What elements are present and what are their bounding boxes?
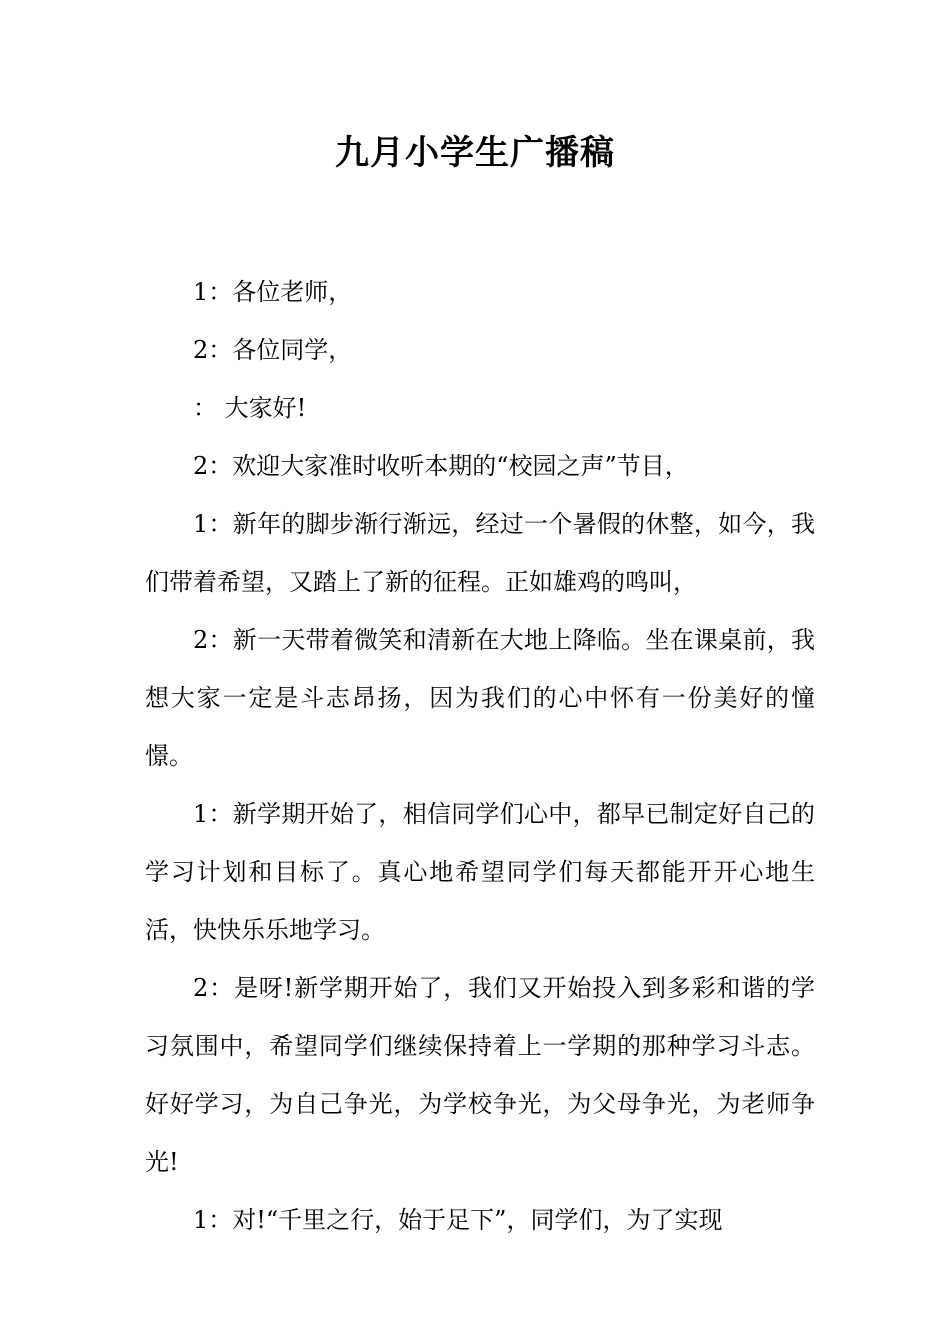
paragraph-7: 1：新学期开始了，相信同学们心中，都早已制定好自己的学习计划和目标了。真心地希望同学们每天都能开开心地生活，快快乐乐地学习。	[145, 800, 815, 944]
document-title: 九月小学生广播稿	[335, 133, 615, 173]
paragraph-3: ： 大家好!	[193, 394, 307, 422]
paragraph-5: 1：新年的脚步渐行渐远，经过一个暑假的休整，如今，我们带着希望，又踏上了新的征程。正如雄鸡的鸣叫，	[145, 510, 815, 596]
paragraph-8: 2：是呀!新学期开始了，我们又开始投入到多彩和谐的学习氛围中，希望同学们继续保持着上一学期的那种学习斗志。好好学习，为自己争光，为学校争光，为父母争光，为老师争光!	[145, 974, 815, 1176]
document-body	[145, 263, 815, 1249]
paragraph-1: 1：各位老师，	[193, 278, 353, 306]
paragraph-9: 1：对!“千里之行，始于足下”，同学们，为了实现	[193, 1206, 723, 1234]
paragraph-2: 2：各位同学，	[193, 336, 353, 364]
paragraph-4: 2：欢迎大家准时收听本期的“校园之声”节目，	[193, 452, 689, 480]
paragraph-6: 2：新一天带着微笑和清新在大地上降临。坐在课桌前，我想大家一定是斗志昂扬，因为我们的心中怀有一份美好的憧憬。	[145, 626, 815, 770]
